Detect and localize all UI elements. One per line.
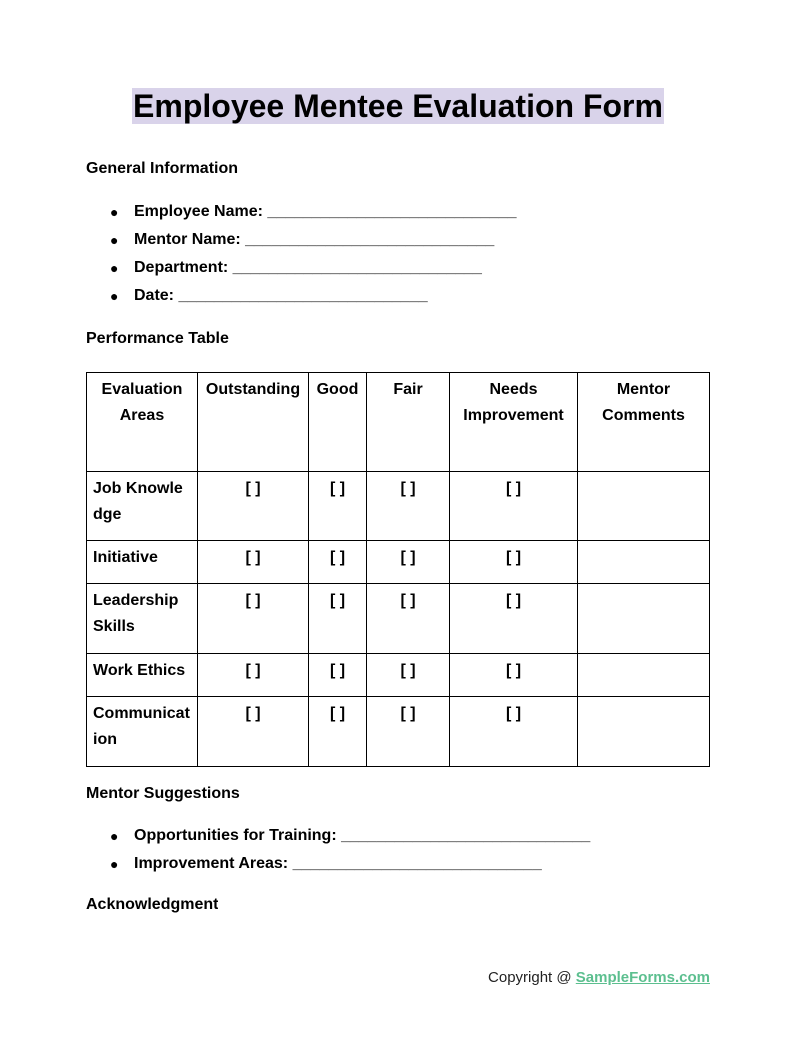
needs-improvement-checkbox[interactable]: [ ]: [450, 472, 578, 541]
mentor-suggestions-heading: Mentor Suggestions: [86, 785, 240, 802]
good-checkbox[interactable]: [ ]: [309, 697, 367, 767]
outstanding-checkbox[interactable]: [ ]: [198, 541, 309, 584]
outstanding-checkbox[interactable]: [ ]: [198, 472, 309, 541]
bullet-icon: ●: [110, 828, 119, 844]
header-mentor-comments: Mentor Comments: [578, 373, 710, 472]
performance-table: [86, 372, 710, 767]
good-checkbox[interactable]: [ ]: [309, 541, 367, 584]
bullet-icon: ●: [110, 232, 119, 248]
acknowledgment-heading: Acknowledgment: [86, 896, 219, 913]
outstanding-checkbox[interactable]: [ ]: [198, 584, 309, 654]
table-row: [87, 697, 710, 767]
bullet-icon: ●: [110, 204, 119, 220]
fair-checkbox[interactable]: [ ]: [367, 697, 450, 767]
header-evaluation-areas: Evaluation Areas: [87, 373, 198, 472]
employee-name-field[interactable]: ● Employee Name: ____________________________: [110, 198, 517, 226]
performance-table-heading: Performance Table: [86, 330, 229, 347]
fair-checkbox[interactable]: [ ]: [367, 654, 450, 697]
outstanding-checkbox[interactable]: [ ]: [198, 654, 309, 697]
table-header-row: [87, 373, 710, 472]
table-row: [87, 584, 710, 654]
row-area: Communication: [87, 697, 198, 767]
form-title: Employee Mentee Evaluation Form: [133, 88, 663, 124]
general-fields-list: [110, 198, 517, 310]
good-checkbox[interactable]: [ ]: [309, 654, 367, 697]
good-checkbox[interactable]: [ ]: [309, 584, 367, 654]
bullet-icon: ●: [110, 260, 119, 276]
mentor-comment-cell[interactable]: [578, 654, 710, 697]
mentor-name-field[interactable]: ● Mentor Name: ____________________________: [110, 226, 517, 254]
sampleforms-link[interactable]: SampleForms.com: [575, 969, 710, 986]
mentor-comment-cell[interactable]: [578, 584, 710, 654]
row-area: Job Knowledge: [87, 472, 198, 541]
fair-checkbox[interactable]: [ ]: [367, 584, 450, 654]
row-area: Work Ethics: [87, 654, 198, 697]
good-checkbox[interactable]: [ ]: [309, 472, 367, 541]
header-fair: Fair: [367, 373, 450, 472]
outstanding-checkbox[interactable]: [ ]: [198, 697, 309, 767]
table-row: [87, 472, 710, 541]
row-area: Initiative: [87, 541, 198, 584]
department-field[interactable]: ● Department: ____________________________: [110, 254, 517, 282]
bullet-icon: ●: [110, 856, 119, 872]
fair-checkbox[interactable]: [ ]: [367, 541, 450, 584]
row-area: Leadership Skills: [87, 584, 198, 654]
needs-improvement-checkbox[interactable]: [ ]: [450, 584, 578, 654]
improvement-areas-field[interactable]: ● Improvement Areas: ____________________________: [110, 850, 590, 878]
needs-improvement-checkbox[interactable]: [ ]: [450, 541, 578, 584]
mentor-comment-cell[interactable]: [578, 541, 710, 584]
header-outstanding: Outstanding: [198, 373, 309, 472]
general-information-heading: General Information: [86, 160, 239, 177]
table-row: [87, 654, 710, 697]
mentor-comment-cell[interactable]: [578, 472, 710, 541]
suggestions-list: [110, 822, 590, 878]
header-good: Good: [309, 373, 367, 472]
needs-improvement-checkbox[interactable]: [ ]: [450, 697, 578, 767]
date-field[interactable]: ● Date: ____________________________: [110, 282, 517, 310]
bullet-icon: ●: [110, 288, 119, 304]
training-opportunities-field[interactable]: ● Opportunities for Training: ____________________________: [110, 822, 590, 850]
copyright-footer: Copyright @ SampleForms.com: [488, 969, 710, 986]
needs-improvement-checkbox[interactable]: [ ]: [450, 654, 578, 697]
fair-checkbox[interactable]: [ ]: [367, 472, 450, 541]
table-row: [87, 541, 710, 584]
mentor-comment-cell[interactable]: [578, 697, 710, 767]
header-needs-improvement: Needs Improvement: [450, 373, 578, 472]
